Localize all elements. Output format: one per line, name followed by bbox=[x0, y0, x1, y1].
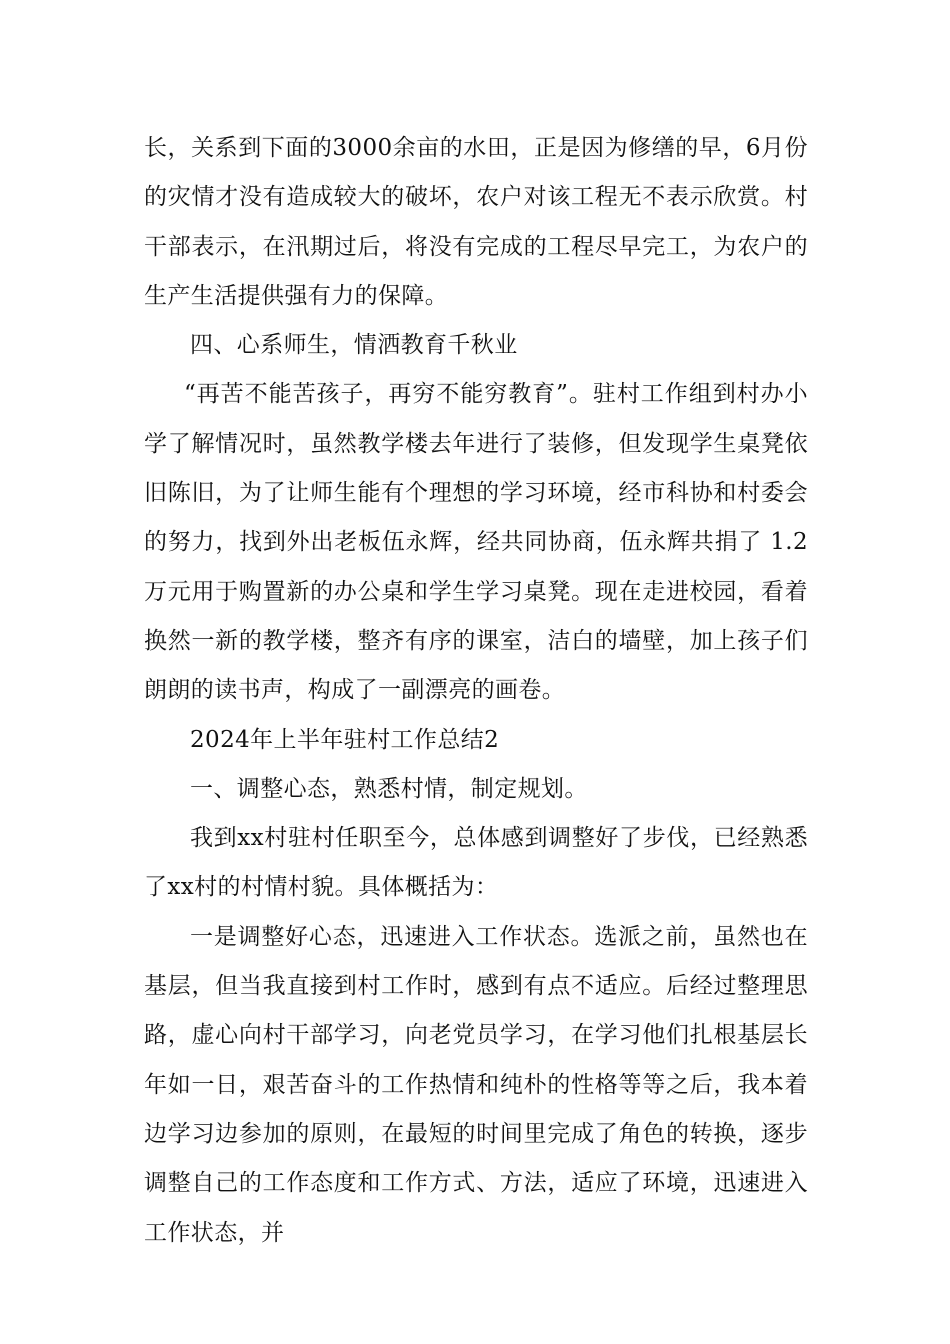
document-title-2: 2024年上半年驻村工作总结2 bbox=[190, 726, 500, 753]
paragraph-point-one: 一是调整好心态，迅速进入工作状态。选派之前，虽然也在基层，但当我直接到村工作时，感到有点不适应。后经过整理思路，虚心向村干部学习，向老党员学习，在学习他们扎根基层长年如一日，艰苦奋斗的工作热情和纯朴的性格等等之后，我本着边学习边参加的原则，在最短的时间里完成了角色的转换，逐步调整自己的工作态度和工作方式、方法，适应了环境，迅速进入工作状态，并 bbox=[144, 923, 808, 1246]
section-heading-four: 四、心系师生，情洒教育千秋业 bbox=[190, 332, 518, 359]
paragraph-intro: 我到xx村驻村任职至今，总体感到调整好了步伐，已经熟悉了xx村的村情村貌。具体概括为： bbox=[144, 825, 808, 901]
section-heading-one: 一、调整心态，熟悉村情，制定规划。 bbox=[190, 775, 588, 802]
document-body bbox=[144, 124, 808, 1258]
paragraph-education: “再苦不能苦孩子，再穷不能穷教育”。驻村工作组到村办小学了解情况时，虽然教学楼去年进行了装修，但发现学生桌凳依旧陈旧，为了让师生能有个理想的学习环境，经市科协和村委会的努力，找到外出老板伍永辉，经共同协商，伍永辉共捐了 1.2万元用于购置新的办公桌和学生学习桌凳。现在走进校园，看着换然一新的教学楼，整齐有序的课室，洁白的墙壁，加上孩子们朗朗的读书声，构成了一副漂亮的画卷。 bbox=[144, 381, 808, 704]
paragraph-continuation: 长，关系到下面的3000余亩的水田，正是因为修缮的早，6月份的灾情才没有造成较大的破坏，农户对该工程无不表示欣赏。村干部表示，在汛期过后，将没有完成的工程尽早完工，为农户的生产生活提供强有力的保障。 bbox=[144, 135, 808, 309]
